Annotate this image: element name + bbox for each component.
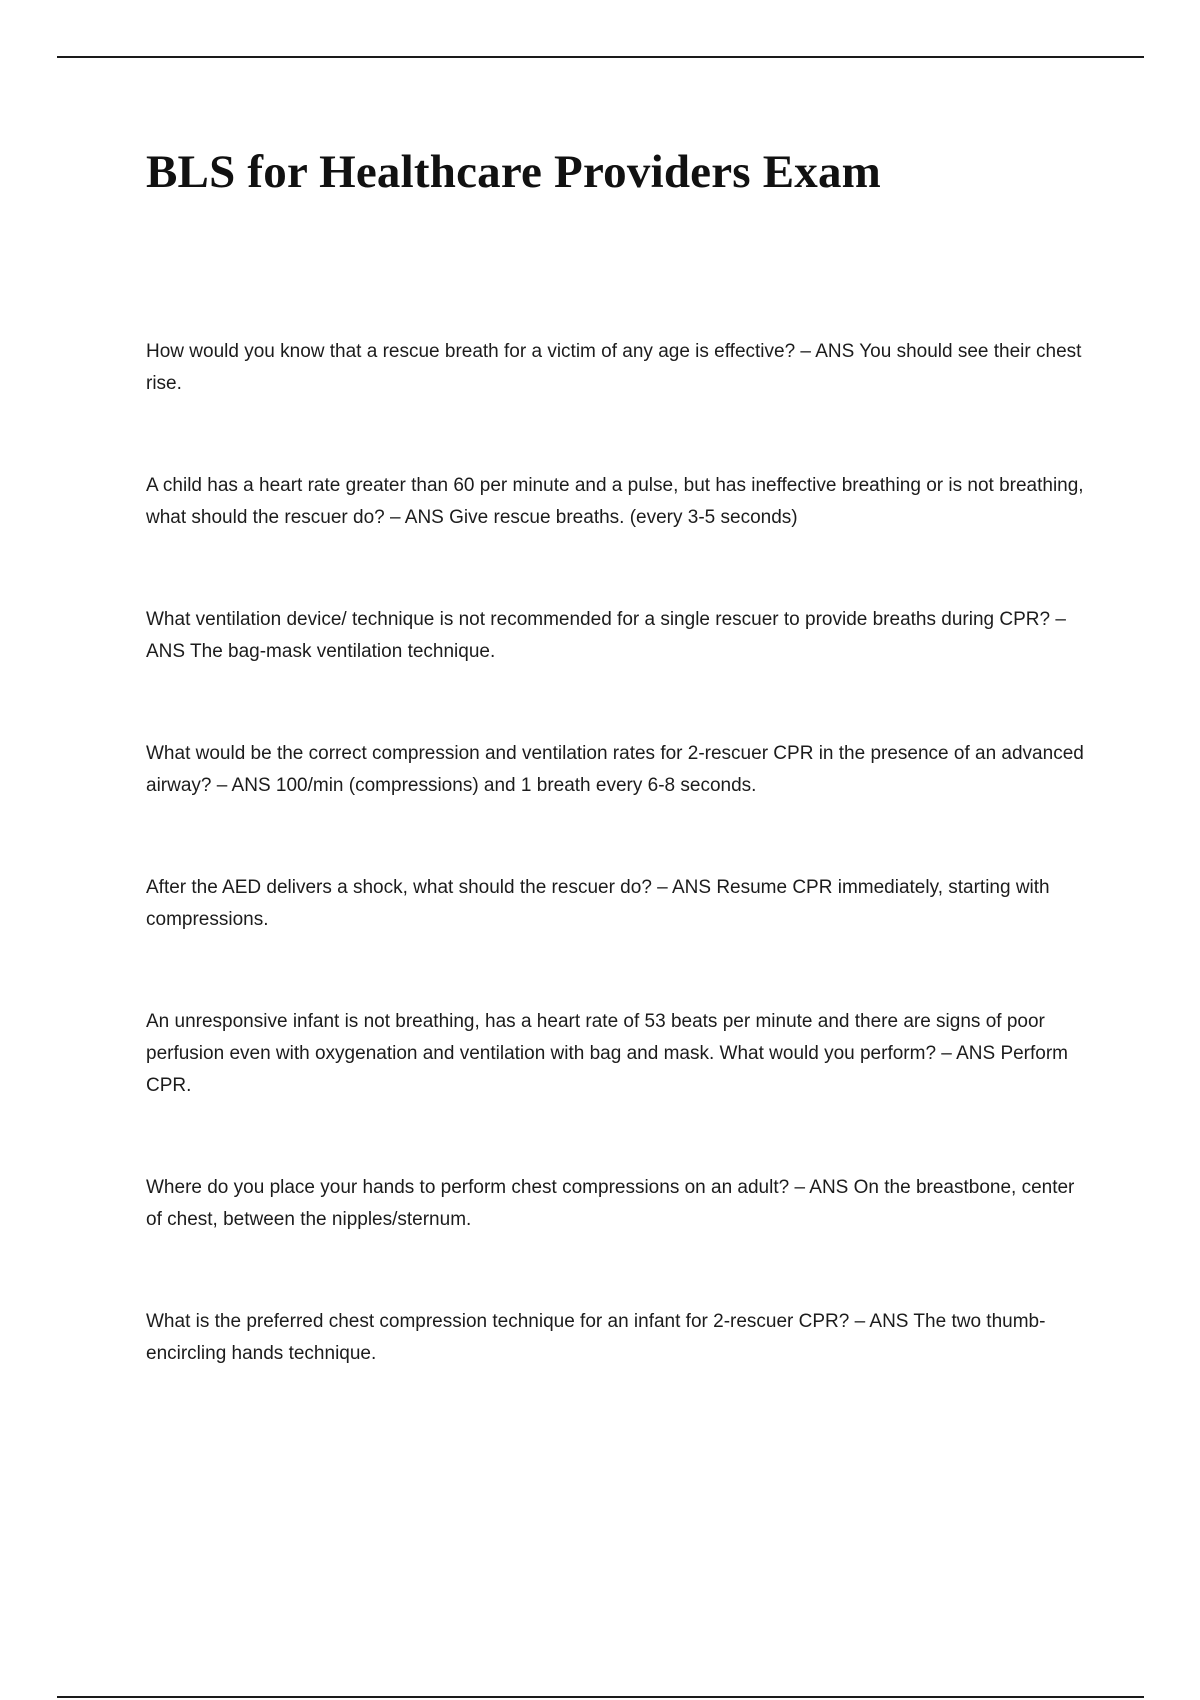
- document-body: [146, 144, 1086, 1364]
- qa-item: [146, 738, 1086, 802]
- answer-text: You should see their chest rise.: [146, 341, 1082, 394]
- question-text: What is the preferred chest compression technique for an infant for 2-rescuer CPR? – ANS: [146, 1311, 909, 1332]
- qa-item: [146, 872, 1086, 936]
- answer-text: On the breastbone, center of chest, between the nipples/sternum.: [146, 1177, 1075, 1230]
- answer-text: 100/min (compressions) and 1 breath every 6-8 seconds.: [275, 775, 757, 796]
- bottom-divider: [57, 1696, 1144, 1698]
- answer-text: Give rescue breaths. (every 3-5 seconds): [449, 507, 798, 528]
- question-text: An unresponsive infant is not breathing, has a heart rate of 53 beats per minute and there are signs of poor perfusion even with oxygenation and ventilation with bag and mask. What would you perform? – ANS: [146, 1011, 1045, 1064]
- top-divider: [57, 56, 1144, 58]
- qa-list: [146, 336, 1086, 1440]
- qa-item: [146, 1172, 1086, 1236]
- answer-text: Perform CPR.: [146, 1043, 1069, 1096]
- document-title: BLS for Healthcare Providers Exam: [146, 146, 882, 198]
- qa-item: [146, 470, 1086, 534]
- question-text: How would you know that a rescue breath for a victim of any age is effective? – ANS: [146, 341, 855, 362]
- answer-text: Resume CPR immediately, starting with compressions.: [146, 877, 1050, 930]
- answer-text: The two thumb-encircling hands technique.: [146, 1311, 1046, 1364]
- qa-item: [146, 604, 1086, 668]
- question-text: After the AED delivers a shock, what should the rescuer do? – ANS: [146, 877, 712, 898]
- qa-item: [146, 1006, 1086, 1102]
- qa-item: [146, 336, 1086, 400]
- answer-text: The bag-mask ventilation technique.: [190, 641, 496, 662]
- question-text: Where do you place your hands to perform chest compressions on an adult? – ANS: [146, 1177, 849, 1198]
- question-text: What would be the correct compression and ventilation rates for 2-rescuer CPR in the presence of an advanced airway? – ANS: [146, 743, 1084, 796]
- hidden-hint-text: Get a hint: [146, 200, 241, 225]
- question-text: What ventilation device/ technique is not recommended for a single rescuer to provide breaths during CPR? – ANS: [146, 609, 1066, 662]
- qa-item: [146, 1306, 1086, 1370]
- question-text: A child has a heart rate greater than 60 per minute and a pulse, but has ineffective breathing or is not breathing, what should the rescuer do? – ANS: [146, 475, 1084, 528]
